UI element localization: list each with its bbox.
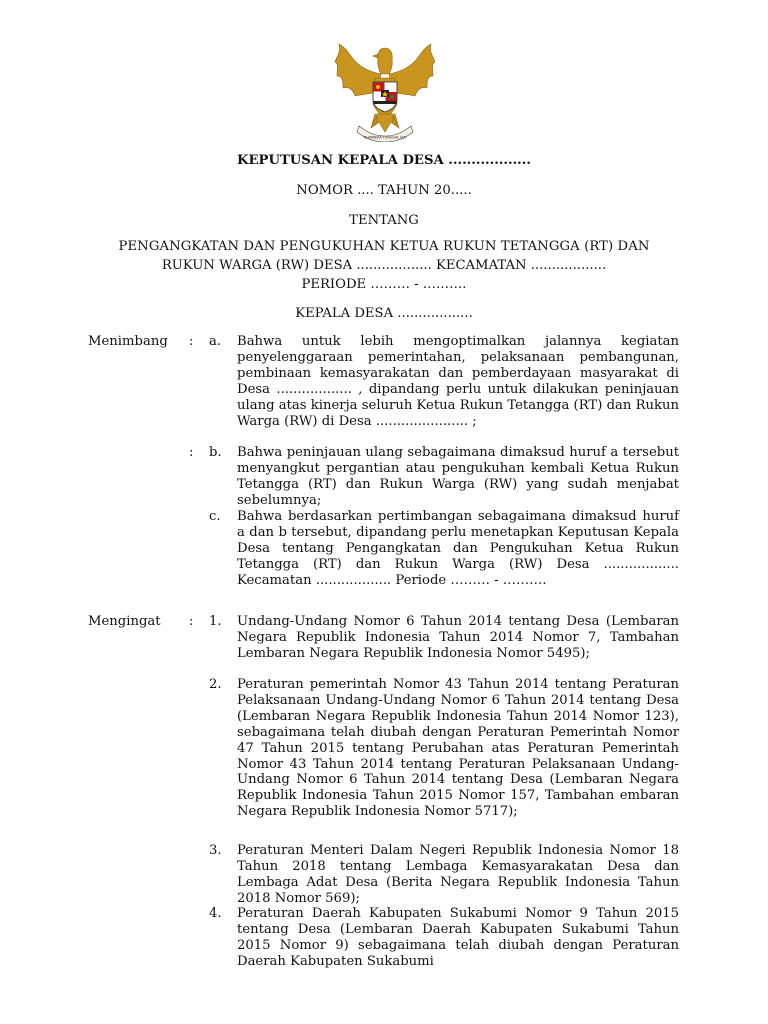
mengingat-item-4-text: Peraturan Daerah Kabupaten Sukabumi Nomor 9 Tahun 2015 tentang Desa (Lembaran Daerah Kabupaten Sukabumi Tahun 2015 Nomor 9) sebagaimana telah diubah dengan Peraturan Daerah Kabupaten Sukabumi <box>237 906 679 969</box>
mengingat-item-1-mark: 1. <box>209 614 222 629</box>
mengingat-item-2-text: Peraturan pemerintah Nomor 43 Tahun 2014 tentang Peraturan Pelaksanaan Undang-Undang Nomor 6 Tahun 2014 tentang Desa (Lembaran Negara Republik Indonesia Tahun 2014 Nomor 123), sebagaimana telah diubah dengan Peraturan Pemerintah Nomor 47 Tahun 2015 tentang Perubahan atas Peraturan Pemerintah Nomor 43 Tahun 2014 tentang Peraturan Pelaksanaan Undang-Undang Nomor 6 Tahun 2014 tentang Desa (Lembaran Negara Republik Indonesia Tahun 2015 Nomor 157, Tambahan embaran Negara Republik Indonesia Nomor 5717); <box>237 677 679 820</box>
svg-text:BHINNEKA TUNGGAL IKA: BHINNEKA TUNGGAL IKA <box>364 135 406 140</box>
menimbang-item-b-mark: b. <box>209 445 222 460</box>
decree-title: KEPUTUSAN KEPALA DESA .................. <box>237 153 531 168</box>
menimbang-item-c-mark: c. <box>209 509 221 524</box>
decree-about-label: TENTANG <box>349 213 419 228</box>
mengingat-label: Mengingat <box>88 614 161 629</box>
mengingat-item-4-mark: 4. <box>209 906 222 921</box>
menimbang-item-a-text: Bahwa untuk lebih mengoptimalkan jalannya kegiatan penyelenggaraan pemerintahan, pelaksanaan pembangunan, pembinaan kemasyarakatan dan pemberdayaan masyarakat di Desa .................. , dipandang perlu untuk dilakukan peninjauan ulang atas kinerja seluruh Ketua Rukun Tetangga (RT) dan Rukun Warga (RW) di Desa ...................... ; <box>237 334 679 429</box>
mengingat-item-2-mark: 2. <box>209 677 222 692</box>
mengingat-item-3-mark: 3. <box>209 843 222 858</box>
decree-issuer: KEPALA DESA .................. <box>295 306 473 321</box>
menimbang-item-a-mark: a. <box>209 334 222 349</box>
menimbang-item-c-text: Bahwa berdasarkan pertimbangan sebagaimana dimaksud huruf a dan b tersebut, dipandang perlu menetapkan Keputusan Kepala Desa tentang Pengangkatan dan Pengukuhan Ketua Rukun Tetangga (RT) dan Rukun Warga (RW) Desa .................. Kecamatan .................. Periode ……… - ………. <box>237 509 679 588</box>
menimbang-item-b-colon: : <box>189 445 194 460</box>
decree-subject-line-3: PERIODE ……… - ………. <box>301 277 467 292</box>
menimbang-item-b-text: Bahwa peninjauan ulang sebagaimana dimaksud huruf a tersebut menyangkut pergantian atau pengukuhan kembali Ketua Rukun Tetangga (RT) dan Rukun Warga (RW) yang sudah menjabat sebelumnya; <box>237 445 679 508</box>
menimbang-label: Menimbang <box>88 334 168 349</box>
mengingat-item-3-text: Peraturan Menteri Dalam Negeri Republik Indonesia Nomor 18 Tahun 2018 tentang Lembaga Kemasyarakatan Desa dan Lembaga Adat Desa (Berita Negara Republik Indonesia Tahun 2018 Nomor 569); <box>237 843 679 906</box>
mengingat-colon: : <box>189 614 194 629</box>
decree-number: NOMOR .... TAHUN 20..... <box>296 183 472 198</box>
menimbang-colon: : <box>189 334 194 349</box>
mengingat-item-1-text: Undang-Undang Nomor 6 Tahun 2014 tentang Desa (Lembaran Negara Republik Indonesia Tahun 2014 Nomor 7, Tambahan Lembaran Negara Republik Indonesia Nomor 5495); <box>237 614 679 661</box>
decree-subject-line-1: PENGANGKATAN DAN PENGUKUHAN KETUA RUKUN TETANGGA (RT) DAN <box>118 239 650 254</box>
garuda-emblem-icon <box>331 42 439 142</box>
decree-subject-line-2: RUKUN WARGA (RW) DESA .................. KECAMATAN .................. <box>161 258 607 273</box>
